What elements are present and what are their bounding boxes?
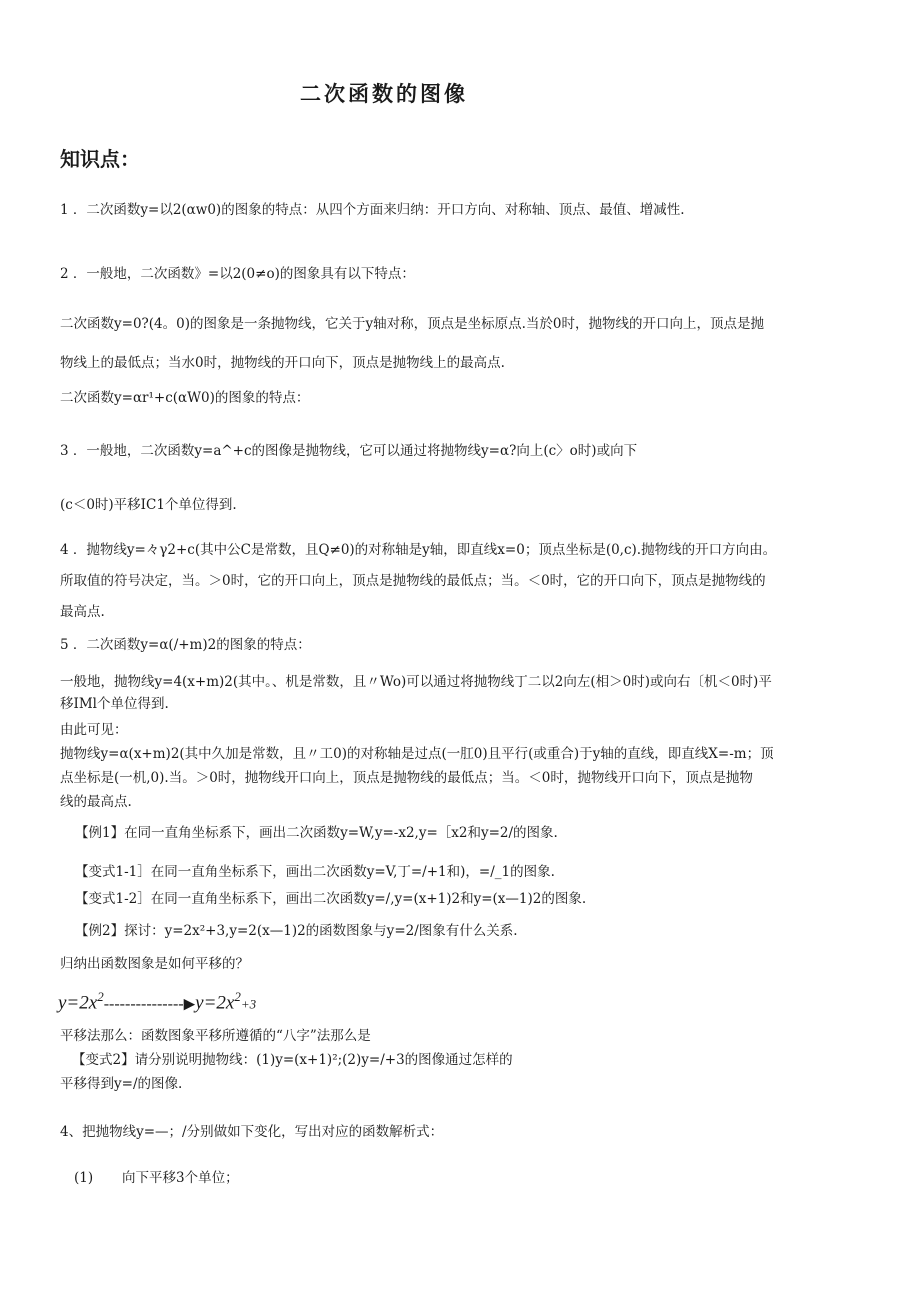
- paragraph-line: 5 ．二次函数y=α(/+m)2的图象的特点：: [60, 637, 311, 653]
- paragraph-line: 点坐标是(一机,0).当。＞0时，抛物线开口向上，顶点是抛物线的最低点；当。＜0时，抛物线开口向下，顶点是抛物: [60, 770, 753, 786]
- translation-formula: [58, 988, 256, 1014]
- paragraph-line: 移IMl个单位得到.: [60, 696, 169, 712]
- paragraph-line: 1 ．二次函数y=以2(αw0)的图象的特点：从四个方面来归纳：开口方向、对称轴、顶点、最值、增减性.: [60, 202, 685, 218]
- paragraph-line: 线的最高点.: [60, 794, 132, 810]
- sub-question-number: (1): [74, 1170, 94, 1186]
- paragraph-line: 物线上的最低点；当水0时，抛物线的开口向下，顶点是抛物线上的最高点.: [60, 355, 505, 371]
- paragraph-line: 所取值的符号决定，当。＞0时，它的开口向上，顶点是抛物线的最低点；当。＜0时，它的开口向下，顶点是抛物线的: [60, 573, 766, 589]
- formula-left-exponent: 2: [97, 989, 104, 1004]
- sub-question-text: 向下平移3个单位；: [122, 1170, 239, 1186]
- formula-right: y=2x: [195, 992, 235, 1014]
- paragraph-line: 4 ．抛物线y=々γ2+c(其中公C是常数，且Q≠0)的对称轴是y轴，即直线x=0；顶点坐标是(0,c).抛物线的开口方向由。: [60, 542, 777, 558]
- section-heading: 知识点：: [60, 147, 140, 171]
- arrow-right-icon: ▶: [183, 996, 196, 1013]
- paragraph-line: 一般地，抛物线y=4(x+m)2(其中。、机是常数，且〃Wo)可以通过将抛物线丁二以2向左(相＞0时)或向右〔机＜0时)平: [60, 674, 772, 690]
- formula-right-exponent: 2: [234, 989, 241, 1004]
- paragraph-line: (c＜0时)平移IC1个单位得到.: [60, 497, 237, 513]
- formula-dashes: ---------------: [103, 995, 184, 1013]
- paragraph-line: 平移得到y=/的图像.: [60, 1076, 183, 1092]
- paragraph-line: 由此可见：: [60, 722, 128, 738]
- question-line: 4、把抛物线y=—；/分别做如下变化，写出对应的函数解析式：: [60, 1124, 444, 1140]
- example-line: 【例1】在同一直角坐标系下，画出二次函数y=W,y=-x2,y=［x2和y=2/的图象.: [75, 825, 558, 841]
- paragraph-line: 抛物线y=α(x+m)2(其中久加是常数，且〃工0)的对称轴是过点(一肛0)且平行(或重合)于y轴的直线，即直线X=-m；顶: [60, 746, 774, 762]
- paragraph-line: 平移法那么：函数图象平移所遵循的“八字”法那么是: [60, 1028, 371, 1044]
- example-line: 【例2】探讨：y=2x²+3,y=2(x—1)2的函数图象与y=2/图象有什么关系.: [75, 923, 518, 939]
- exercise-line: 【变式1-1］在同一直角坐标系下，画出二次函数y=V,丁=/+1和)，=/_1的图象.: [75, 864, 555, 880]
- paragraph-line: 二次函数y=αr¹+c(αW0)的图象的特点：: [60, 390, 310, 406]
- paragraph-line: 3 ．一般地，二次函数y=a^+c的图像是抛物线，它可以通过将抛物线y=α?向上(c〉o时)或向下: [60, 443, 638, 459]
- paragraph-line: 最高点.: [60, 604, 105, 620]
- formula-left: y=2x: [58, 992, 98, 1014]
- paragraph-line: 2 ．一般地，二次函数》=以2(0≠o)的图象具有以下特点：: [60, 266, 415, 282]
- formula-right-tail: +3: [240, 996, 257, 1012]
- exercise-line: 【变式2】请分别说明抛物线：(1)y=(x+1)²;(2)y=/+3的图像通过怎样的: [72, 1052, 513, 1068]
- paragraph-line: 二次函数y=0?(4。0)的图象是一条抛物线，它关于y轴对称，顶点是坐标原点.当於0时，抛物线的开口向上，顶点是抛: [60, 316, 764, 332]
- paragraph-line: 归纳出函数图象是如何平移的？: [60, 956, 249, 972]
- page-title: 二次函数的图像: [300, 81, 468, 106]
- exercise-line: 【变式1-2］在同一直角坐标系下，画出二次函数y=/,y=(x+1)2和y=(x—1)2的图象.: [75, 891, 587, 907]
